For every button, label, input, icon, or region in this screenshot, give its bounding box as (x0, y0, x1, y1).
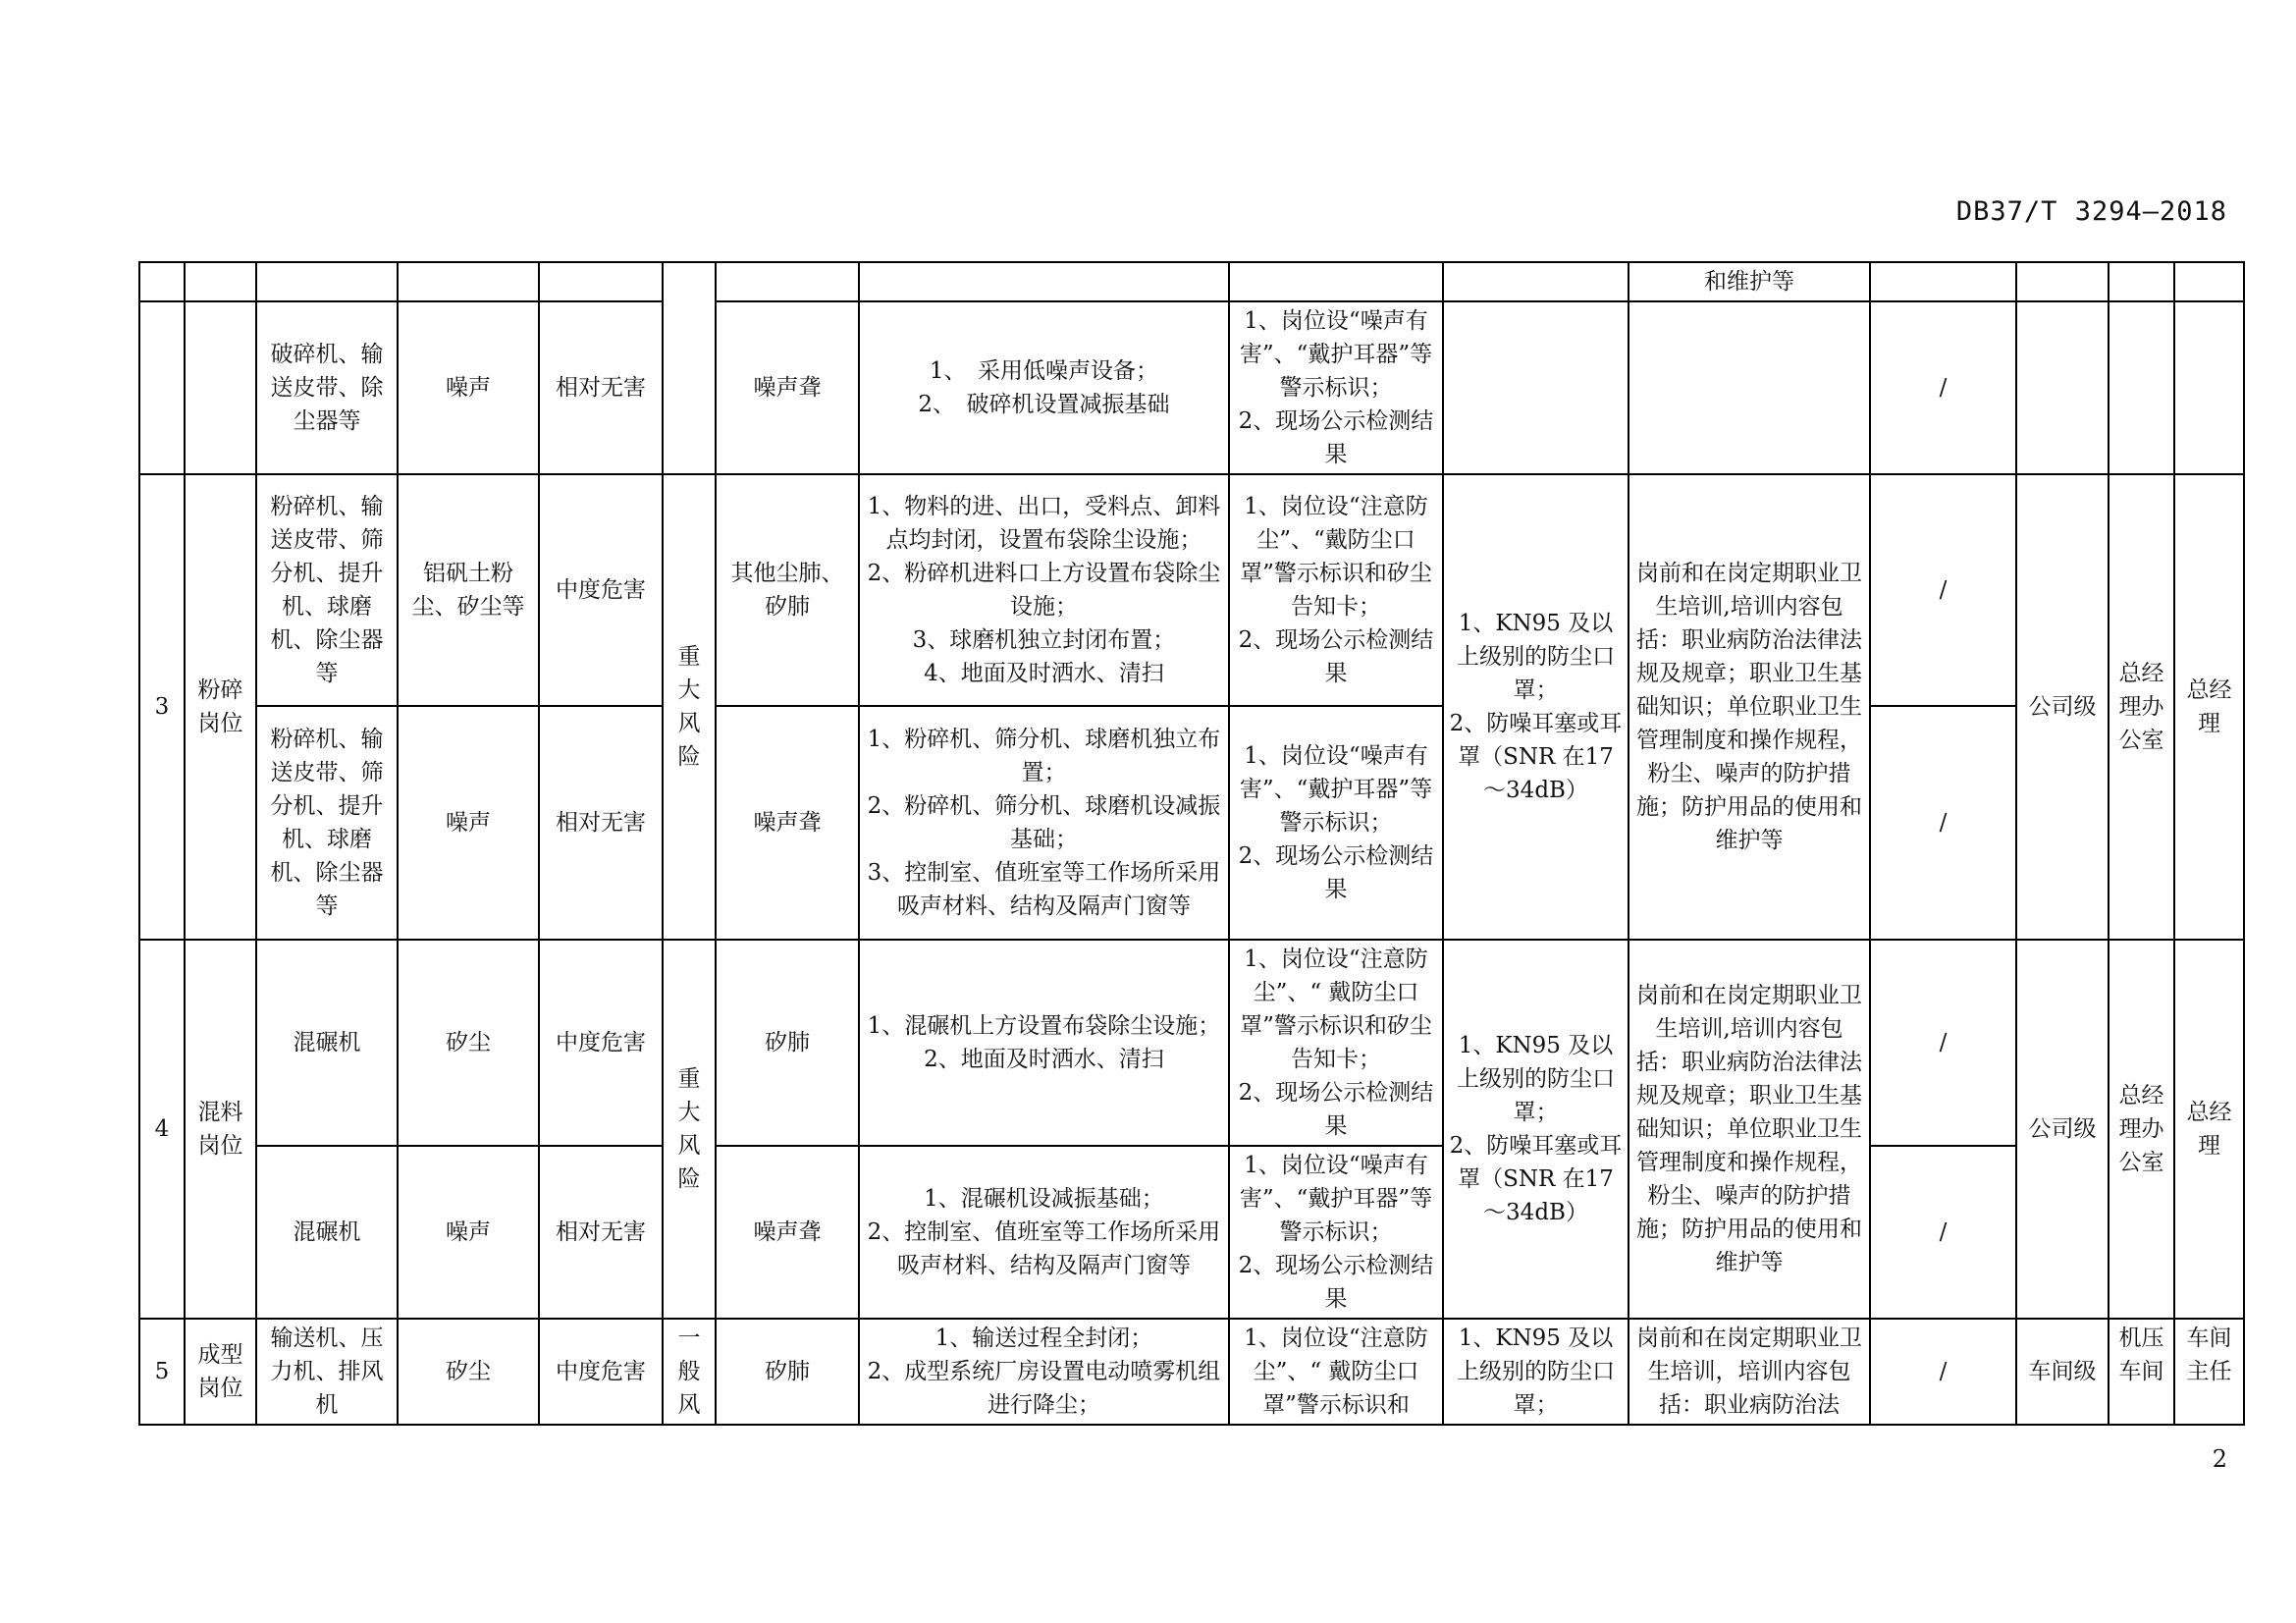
cell-engineering: 1、混碾机上方设置布袋除尘设施； 2、地面及时洒水、清扫 (859, 940, 1229, 1146)
cell-equipment: 混碾机 (256, 1146, 398, 1319)
cell-responsible: 车间主任 (2174, 1319, 2244, 1425)
cell-department (2109, 262, 2174, 301)
table-row (139, 940, 2244, 1146)
cell-management: 1、岗位设“噪声有害”、“戴护耳器”等警示标识； 2、现场公示检测结果 (1229, 1146, 1443, 1319)
cell-responsible: 总经理 (2174, 940, 2244, 1319)
cell-ppe: 1、KN95 及以上级别的防尘口罩； 2、防噪耳塞或耳罩（SNR 在17～34dB） (1443, 474, 1629, 940)
cell-no (139, 301, 185, 474)
cell-responsible (2174, 301, 2244, 474)
cell-hazard-class: 中度危害 (539, 474, 663, 706)
cell-equipment: 输送机、压力机、排风机 (256, 1319, 398, 1425)
cell-equipment: 混碾机 (256, 940, 398, 1146)
table-row (139, 1146, 2244, 1319)
cell-management: 1、岗位设“噪声有害”、“戴护耳器”等警示标识； 2、现场公示检测结果 (1229, 301, 1443, 474)
cell-equipment: 粉碎机、输送皮带、筛分机、提升机、球磨机、除尘器等 (256, 706, 398, 940)
cell-responsible (2174, 262, 2244, 301)
cell-hazard-factor: 矽尘 (398, 940, 539, 1146)
cell-post: 混料岗位 (185, 940, 256, 1319)
cell-hazard-factor: 矽尘 (398, 1319, 539, 1425)
cell-disease: 矽肺 (716, 1319, 859, 1425)
cell-department: 机压车间 (2109, 1319, 2174, 1425)
cell-hazard-class: 相对无害 (539, 301, 663, 474)
cell-risk-level: 一般风 (663, 1319, 716, 1425)
cell-hazard-factor: 噪声 (398, 1146, 539, 1319)
cell-risk-level: 重大风险 (663, 940, 716, 1319)
cell-engineering (859, 262, 1229, 301)
cell-control-level: 公司级 (2016, 940, 2109, 1319)
cell-department: 总经理办公室 (2109, 940, 2174, 1319)
cell-control-level: 公司级 (2016, 474, 2109, 940)
cell-disease (716, 262, 859, 301)
cell-emergency (1870, 262, 2016, 301)
cell-engineering: 1、粉碎机、筛分机、球磨机独立布置； 2、粉碎机、筛分机、球磨机设减振基础； 3、控制室、值班室等工作场所采用吸声材料、结构及隔声门窗等 (859, 706, 1229, 940)
table-row (139, 1319, 2244, 1425)
cell-no: 3 (139, 474, 185, 940)
cell-disease: 其他尘肺、矽肺 (716, 474, 859, 706)
cell-disease: 矽肺 (716, 940, 859, 1146)
cell-risk-level (663, 262, 716, 474)
cell-training: 岗前和在岗定期职业卫生培训,培训内容包括：职业病防治法律法规及规章；职业卫生基础知识；单位职业卫生管理制度和操作规程，粉尘、噪声的防护措施；防护用品的使用和维护等 (1629, 474, 1870, 940)
cell-control-level (2016, 262, 2109, 301)
cell-no: 5 (139, 1319, 185, 1425)
cell-emergency: / (1870, 1146, 2016, 1319)
cell-management: 1、岗位设“噪声有害”、“戴护耳器”等警示标识； 2、现场公示检测结果 (1229, 706, 1443, 940)
cell-disease: 噪声聋 (716, 1146, 859, 1319)
cell-management (1229, 262, 1443, 301)
table-row (139, 301, 2244, 474)
cell-management: 1、岗位设“注意防尘”、“ 戴防尘口罩”警示标识和 (1229, 1319, 1443, 1425)
page-number: 2 (2212, 1445, 2227, 1473)
cell-emergency: / (1870, 301, 2016, 474)
hazard-control-table (138, 261, 2245, 1426)
cell-emergency: / (1870, 1319, 2016, 1425)
cell-department (2109, 301, 2174, 474)
cell-ppe (1443, 262, 1629, 301)
cell-hazard-factor: 铝矾土粉尘、矽尘等 (398, 474, 539, 706)
cell-engineering: 1、物料的进、出口，受料点、卸料点均封闭，设置布袋除尘设施； 2、粉碎机进料口上方设置布袋除尘设施； 3、球磨机独立封闭布置； 4、地面及时洒水、清扫 (859, 474, 1229, 706)
cell-hazard-class: 相对无害 (539, 1146, 663, 1319)
cell-control-level: 车间级 (2016, 1319, 2109, 1425)
cell-engineering: 1、 采用低噪声设备； 2、 破碎机设置减振基础 (859, 301, 1229, 474)
table-row (139, 474, 2244, 706)
cell-emergency: / (1870, 706, 2016, 940)
cell-department: 总经理办公室 (2109, 474, 2174, 940)
cell-post: 成型岗位 (185, 1319, 256, 1425)
cell-equipment (256, 262, 398, 301)
cell-training-tail: 和维护等 (1629, 262, 1870, 301)
standard-code: DB37/T 3294—2018 (1955, 196, 2227, 227)
cell-hazard-factor (398, 262, 539, 301)
cell-engineering: 1、混碾机设减振基础； 2、控制室、值班室等工作场所采用吸声材料、结构及隔声门窗等 (859, 1146, 1229, 1319)
cell-ppe (1443, 301, 1629, 474)
cell-hazard-class: 中度危害 (539, 1319, 663, 1425)
cell-management: 1、岗位设“注意防尘”、“戴防尘口罩”警示标识和矽尘告知卡； 2、现场公示检测结果 (1229, 474, 1443, 706)
cell-hazard-factor: 噪声 (398, 301, 539, 474)
cell-emergency: / (1870, 940, 2016, 1146)
table-row (139, 706, 2244, 940)
cell-no (139, 262, 185, 301)
cell-disease: 噪声聋 (716, 301, 859, 474)
cell-hazard-factor: 噪声 (398, 706, 539, 940)
cell-control-level (2016, 301, 2109, 474)
table-row-continued (139, 262, 2244, 301)
cell-ppe: 1、KN95 及以上级别的防尘口罩； 2、防噪耳塞或耳罩（SNR 在17～34dB） (1443, 940, 1629, 1319)
cell-management: 1、岗位设“注意防尘”、“ 戴防尘口罩”警示标识和矽尘告知卡； 2、现场公示检测结果 (1229, 940, 1443, 1146)
cell-hazard-class (539, 262, 663, 301)
cell-training: 岗前和在岗定期职业卫生培训,培训内容包括：职业病防治法律法规及规章；职业卫生基础知识；单位职业卫生管理制度和操作规程，粉尘、噪声的防护措施；防护用品的使用和维护等 (1629, 940, 1870, 1319)
cell-responsible: 总经理 (2174, 474, 2244, 940)
cell-emergency: / (1870, 474, 2016, 706)
cell-hazard-class: 相对无害 (539, 706, 663, 940)
cell-hazard-class: 中度危害 (539, 940, 663, 1146)
cell-equipment: 粉碎机、输送皮带、筛分机、提升机、球磨机、除尘器等 (256, 474, 398, 706)
cell-disease: 噪声聋 (716, 706, 859, 940)
cell-ppe: 1、KN95 及以上级别的防尘口罩； (1443, 1319, 1629, 1425)
cell-equipment: 破碎机、输送皮带、除尘器等 (256, 301, 398, 474)
cell-engineering: 1、输送过程全封闭； 2、成型系统厂房设置电动喷雾机组进行降尘； (859, 1319, 1229, 1425)
cell-post (185, 301, 256, 474)
cell-training (1629, 301, 1870, 474)
cell-post: 粉碎岗位 (185, 474, 256, 940)
cell-training: 岗前和在岗定期职业卫生培训，培训内容包括：职业病防治法 (1629, 1319, 1870, 1425)
cell-post (185, 262, 256, 301)
cell-no: 4 (139, 940, 185, 1319)
cell-risk-level: 重大风险 (663, 474, 716, 940)
